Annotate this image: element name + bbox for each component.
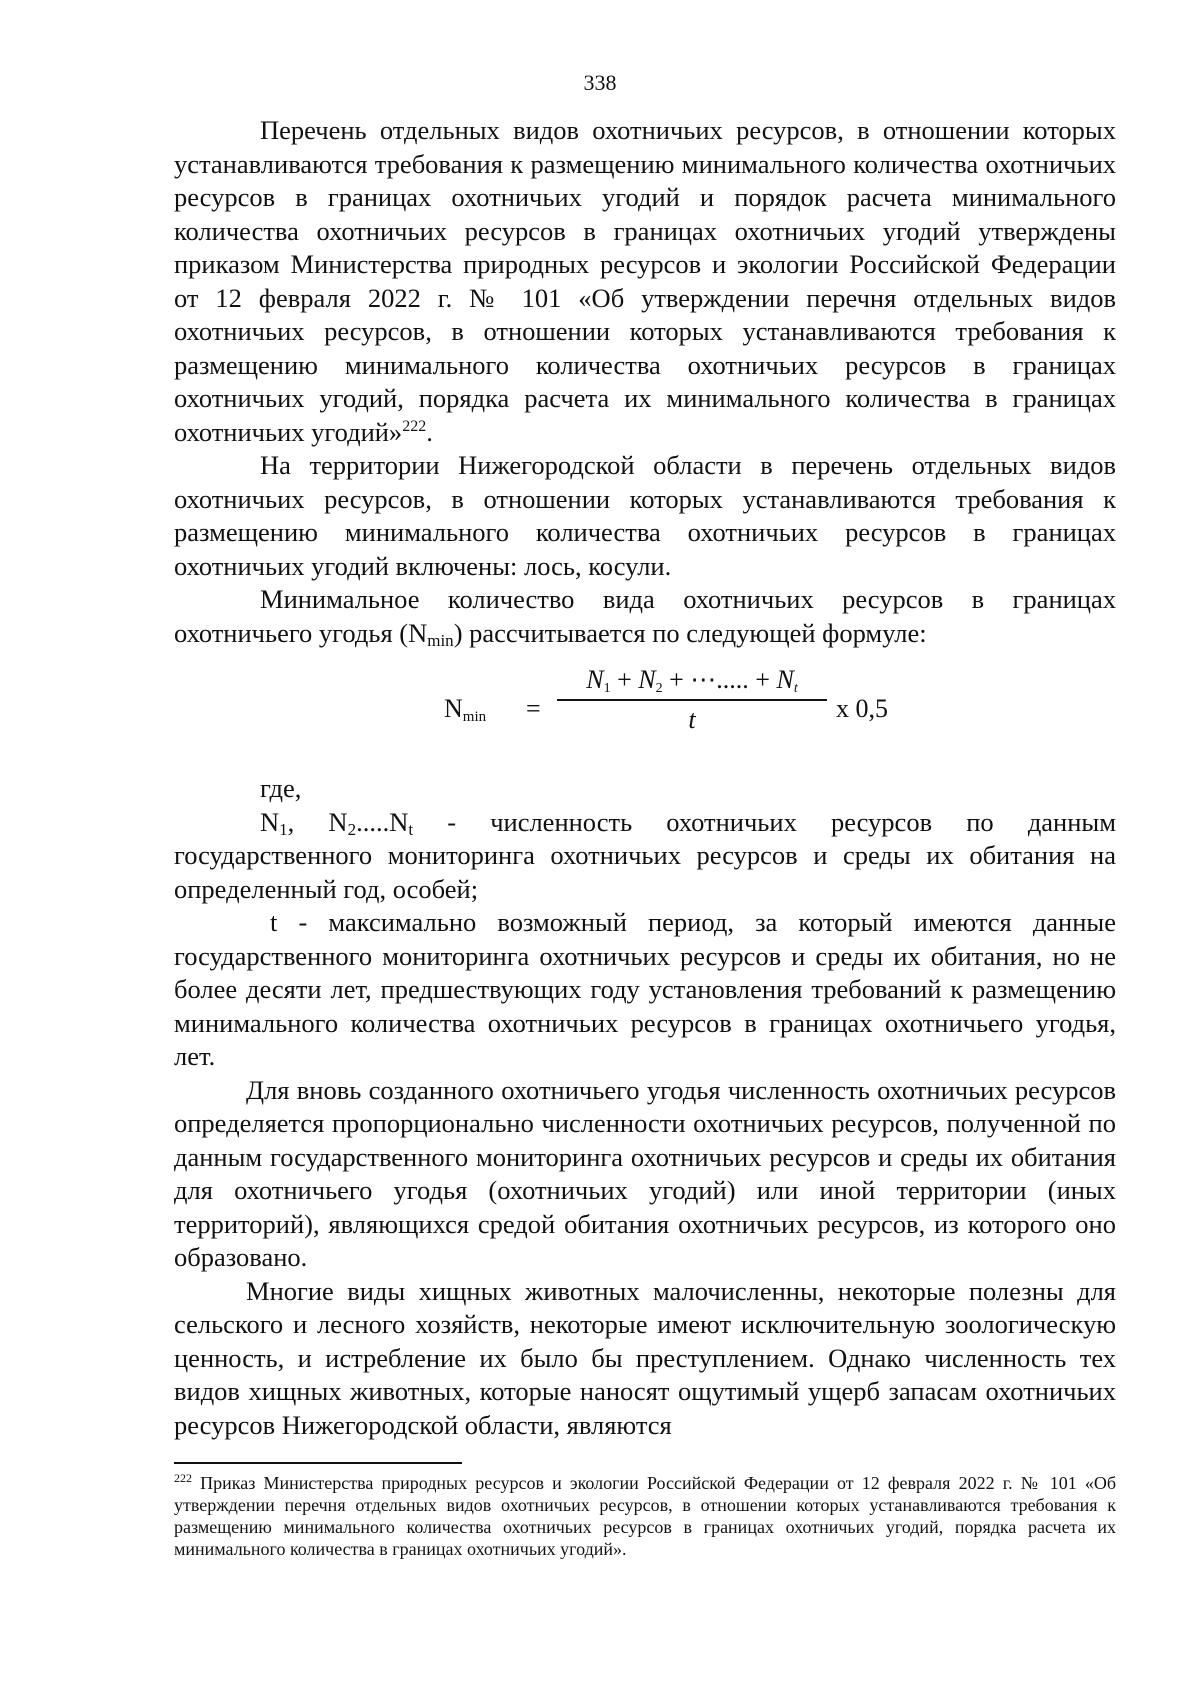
page-number: 338 xyxy=(583,70,617,95)
numerator-n2: N xyxy=(638,665,656,694)
numerator-subt: t xyxy=(793,681,798,696)
where-label: где, xyxy=(260,773,302,803)
symbol-sub: 2 xyxy=(347,819,357,839)
paragraph-order-list xyxy=(174,114,1116,449)
definition-n xyxy=(174,806,1116,907)
formula-numerator xyxy=(557,664,827,696)
footnote xyxy=(174,1472,1116,1560)
formula-lhs xyxy=(444,692,486,726)
formula xyxy=(174,664,1116,752)
numerator-sub1: 1 xyxy=(603,681,611,696)
paragraph-species-list: На территории Нижегородской области в перечень отдельных видов охотничьих ресурсов, в отношении которых устанавливаются требования к размещению минимального количества охотничьих ресурсов в границах охотничьих угодий включены: лось, косули. xyxy=(174,450,1116,581)
footnote-number: 222 xyxy=(174,1471,192,1485)
body-text xyxy=(174,114,1116,1442)
symbol-n: , N xyxy=(287,806,348,837)
formula-equals: = xyxy=(526,694,541,723)
definition-text: - численность охотничьих ресурсов по данным государственного мониторинга охотничьих ресурсов и среды их обитания на определенный год, особей; xyxy=(174,806,1116,904)
symbol-sub: t xyxy=(408,819,414,839)
numerator-nt: N xyxy=(776,665,794,694)
footnote-text: Приказ Министерства природных ресурсов и экологии Российской Федерации от 12 февраля 2022 г. № 101 «Об утверждении перечня отдельных видов охотничьих ресурсов, в отношении которых устанавливаются требования к размещению минимального количества охотничьих ресурсов в границах охотничьих угодий, порядка расчета их минимального количества в границах охотничьих угодий». xyxy=(174,1473,1116,1559)
formula-denominator: t xyxy=(688,704,696,734)
numerator-ellipsis: + ⋯..... + xyxy=(662,665,777,694)
formula-lhs-symbol: N xyxy=(444,694,463,723)
paragraph-text: Минимальное количество вида охотничьих ресурсов в границах охотничьего угодья (N xyxy=(174,584,1116,648)
paragraph-formula-intro xyxy=(174,583,1116,650)
paragraph-text: ) рассчитывается по следующей формуле: xyxy=(453,617,927,648)
paragraph-text: Перечень отдельных видов охотничьих ресурсов, в отношении которых устанавливаются требования к размещению минимального количества охотничьих ресурсов в границах охотничьих угодий и порядок расчета минимального количества охотничьих ресурсов в границах охотничьих угодий утверждены приказом Министерства природных ресурсов и экологии Российской Федерации от 12 февраля 2022 г. № 101 «Об утверждении перечня отдельных видов охотничьих ресурсов, в отношении которых устанавливаются требования к размещению минимального количества охотничьих ресурсов в границах охотничьих угодий, порядка расчета их минимального количества в границах охотничьих угодий» xyxy=(174,115,1116,447)
paragraph-end: . xyxy=(426,416,433,447)
definition-t: t - максимально возможный период, за который имеются данные государственного мониторинга охотничьих ресурсов и среды их обитания, но не более десяти лет, предшествующих году установления требований к размещению минимального количества охотничьих ресурсов в границах охотничьего угодья, лет. xyxy=(174,907,1116,1071)
footnote-reference: 222 xyxy=(402,417,427,435)
numerator-plus: + xyxy=(610,665,639,694)
paragraph-new-ground: Для вновь созданного охотничьего угодья численность охотничьих ресурсов определяется пропорционально численности охотничьих ресурсов, полученной по данным государственного мониторинга охотничьих ресурсов и среды их обитания для охотничьего угодья (охотничьих угодий) или иной территории (иных территорий), являющихся средой обитания охотничьих ресурсов, из которого оно образовано. xyxy=(174,1074,1116,1272)
symbol-n: N xyxy=(260,806,280,837)
numerator-n1: N xyxy=(586,665,604,694)
paragraph-predators: Многие виды хищных животных малочисленны, некоторые полезны для сельского и лесного хозяйств, некоторые имеют исключительную зоологическую ценность, и истребление их было бы преступлением. Однако численность тех видов хищных животных, которые наносят ощутимый ущерб запасам охотничьих ресурсов Нижегородской области, являются xyxy=(174,1275,1116,1440)
fraction-bar xyxy=(557,699,827,701)
formula-multiplier: x 0,5 xyxy=(836,694,888,723)
footnote-divider xyxy=(174,1462,462,1464)
symbol-sub: 1 xyxy=(279,819,288,839)
subscript-min: min xyxy=(427,630,454,650)
formula-lhs-subscript: min xyxy=(462,709,487,725)
formula-fraction xyxy=(557,664,827,735)
symbol-n: .....N xyxy=(356,806,409,837)
numerator-sub2: 2 xyxy=(655,681,663,696)
